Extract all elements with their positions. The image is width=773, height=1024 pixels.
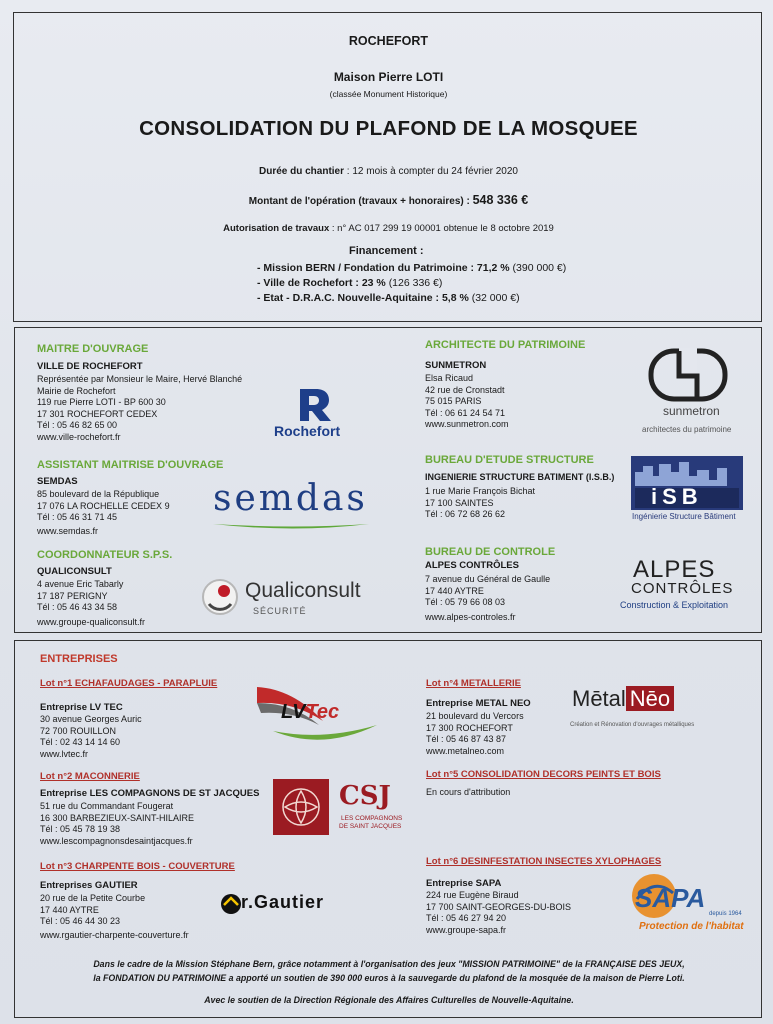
duration-line [14,166,763,177]
footer-line-2: la FONDATION DU PATRIMOINE a apporté un soutien de 390 000 euros à la sauvegarde du plafond de la mosquée de la maison de Pierre Loti. [93,973,685,983]
entreprises-panel [14,640,762,1018]
metalneo-logo: Mētal Nēo Création et Rénovation d'ouvrages métalliques [570,686,695,728]
bet-heading: BUREAU D'ETUDE STRUCTURE [425,454,594,466]
controle-heading: BUREAU DE CONTROLE [425,546,556,558]
lot3-title: Lot n°3 CHARPENTE BOIS - COUVERTURE [40,861,235,872]
financing-item: - Mission BERN / Fondation du Patrimoine : 71,2 % (390 000 €) [257,262,567,274]
lot2-name: Entreprise LES COMPAGNONS DE ST JACQUES [40,788,260,799]
lot1-name: Entreprise LV TEC [40,702,123,713]
controle-name: ALPES CONTRÔLES [425,560,519,571]
bet-address: 1 rue Marie François Bichat 17 100 SAINTES Tél : 06 72 68 26 62 [425,486,536,519]
classification: (classée Monument Historique) [329,89,448,99]
house-name: Maison Pierre LOTI [333,70,444,84]
footer-line-3: Avec le soutien de la Direction Régionale des Affaires Culturelles de Nouvelle-Aquitaine. [204,995,574,1005]
amount-value: 548 336 € [472,193,529,207]
lvtec-logo: LVTec [253,681,383,743]
duration-value: : 12 mois à compter du 24 février 2020 [344,166,518,177]
maitre-ouvrage-heading: MAITRE D'OUVRAGE [37,343,149,355]
alpes-controles-logo: ALPES CONTRÔLES Construction & Exploitation [620,556,734,610]
financing-list [257,261,566,306]
financing-title: Financement : [349,245,424,257]
lot5-title: Lot n°5 CONSOLIDATION DECORS PEINTS ET BOIS [426,769,661,780]
lot6-address: 224 rue Eugène Biraud 17 700 SAINT-GEORGES-DU-BOIS Tél : 05 46 27 94 20 www.groupe-sapa.fr [426,890,572,935]
header-panel [13,12,762,322]
sunmetron-s-icon [639,348,739,404]
duration-label: Durée du chantier [258,166,345,177]
amount-line [14,193,763,207]
gautier-roof-icon [219,893,243,915]
lot6-name: Entreprise SAPA [426,878,502,889]
amo-address: 85 boulevard de la République 17 076 LA ROCHELLE CEDEX 9 Tél : 05 46 31 71 45 www.semdas.fr [37,489,170,536]
maitre-ouvrage-name: VILLE DE ROCHEFORT [37,361,143,372]
sps-heading: COORDONNATEUR S.P.S. [37,549,173,561]
sapa-logo: SAPA depuis 1964 Protection de l'habitat [625,871,755,935]
architecte-name: SUNMETRON [425,360,487,371]
csj-logo: CSJ LES COMPAGNONS DE SAINT JACQUES [273,779,413,839]
lot4-title: Lot n°4 METALLERIE [426,678,521,689]
lot3-address: 20 rue de la Petite Courbe 17 440 AYTRE Tél : 05 46 44 30 23 www.rgautier-charpente-couverture.fr [40,893,189,940]
page-title: CONSOLIDATION DU PLAFOND DE LA MOSQUEE [139,117,638,140]
entreprises-heading: ENTREPRISES [40,653,118,665]
sps-name: QUALICONSULT [37,566,112,577]
rochefort-logo: Rochefort [272,385,352,443]
amount-label: Montant de l'opération (travaux + honoraires) : [248,196,470,207]
authorization-label: Autorisation de travaux [223,223,330,234]
sps-address: 4 avenue Eric Tabarly 17 187 PERIGNY Tél : 05 46 43 34 58 www.groupe-qualiconsult.fr [37,579,146,627]
architecte-heading: ARCHITECTE DU PATRIMOINE [425,339,586,351]
financing-item: - Etat - D.R.A.C. Nouvelle-Aquitaine : 5,8 % (32 000 €) [257,292,520,304]
sunmetron-logo: sunmetron architectes du patrimoine [639,348,739,438]
financing-item: - Ville de Rochefort : 23 % (126 336 €) [257,277,443,289]
lot6-title: Lot n°6 DESINFESTATION INSECTES XYLOPHAGES [426,856,662,867]
authorization-value: : n° AC 017 299 19 00001 obtenue le 8 octobre 2019 [329,223,554,234]
isb-logo: iSB Ingénierie Structure Bâtiment [631,456,745,524]
semdas-swoosh-icon [209,518,379,532]
gautier-logo: r.Gautier [219,893,399,919]
architecte-address: Elsa Ricaud 42 rue de Cronstadt 75 015 PARIS Tél : 06 61 24 54 71 www.sunmetron.com [425,373,509,429]
lot3-name: Entreprises GAUTIER [40,880,138,891]
maitre-ouvrage-address: Représentée par Monsieur le Maire, Hervé Blanché Mairie de Rochefort 119 rue Pierre LOTI - BP 600 30 17 301 ROCHEFORT CEDEX Tél : 05 46 82 65 00 www.ville-rochefort.fr [37,374,243,442]
lot4-address: 21 boulevard du Vercors 17 300 ROCHEFORT Tél : 05 46 87 43 87 www.metalneo.com [426,711,524,756]
qualiconsult-icon [201,578,239,616]
authorization-line [14,223,763,234]
lot1-title: Lot n°1 ECHAFAUDAGES - PARAPLUIE [40,678,218,689]
rochefort-r-icon [272,385,352,423]
actors-panel [14,327,762,633]
lot4-name: Entreprise METAL NEO [426,698,531,709]
amo-heading: ASSISTANT MAITRISE D'OUVRAGE [37,459,224,471]
controle-address: 7 avenue du Général de Gaulle 17 440 AYTRE Tél : 05 79 66 08 03 www.alpes-controles.fr [425,574,551,622]
lot2-address: 51 rue du Commandant Fougerat 16 300 BARBEZIEUX-SAINT-HILAIRE Tél : 05 45 78 19 38 www.lescompagnonsdesaintjacques.fr [40,801,195,846]
bet-name: INGENIERIE STRUCTURE BATIMENT (I.S.B.) [425,472,615,482]
footer-line-1: Dans le cadre de la Mission Stéphane Bern, grâce notamment à l'organisation des jeux "MISSION PATRIMOINE" de la FRANÇAISE DES JEUX, [93,959,685,969]
amo-name: SEMDAS [37,476,78,487]
semdas-logo: semdas [209,474,379,534]
lot1-address: 30 avenue Georges Auric 72 700 ROUILLON Tél : 02 43 14 14 60 www.lvtec.fr [40,714,142,759]
qualiconsult-logo: Qualiconsult SÉCURITÉ [201,578,401,620]
city: ROCHEFORT [348,34,429,48]
csj-emblem-icon [273,779,329,835]
lot2-title: Lot n°2 MACONNERIE [40,771,140,782]
lot5-status: En cours d'attribution [426,787,511,797]
